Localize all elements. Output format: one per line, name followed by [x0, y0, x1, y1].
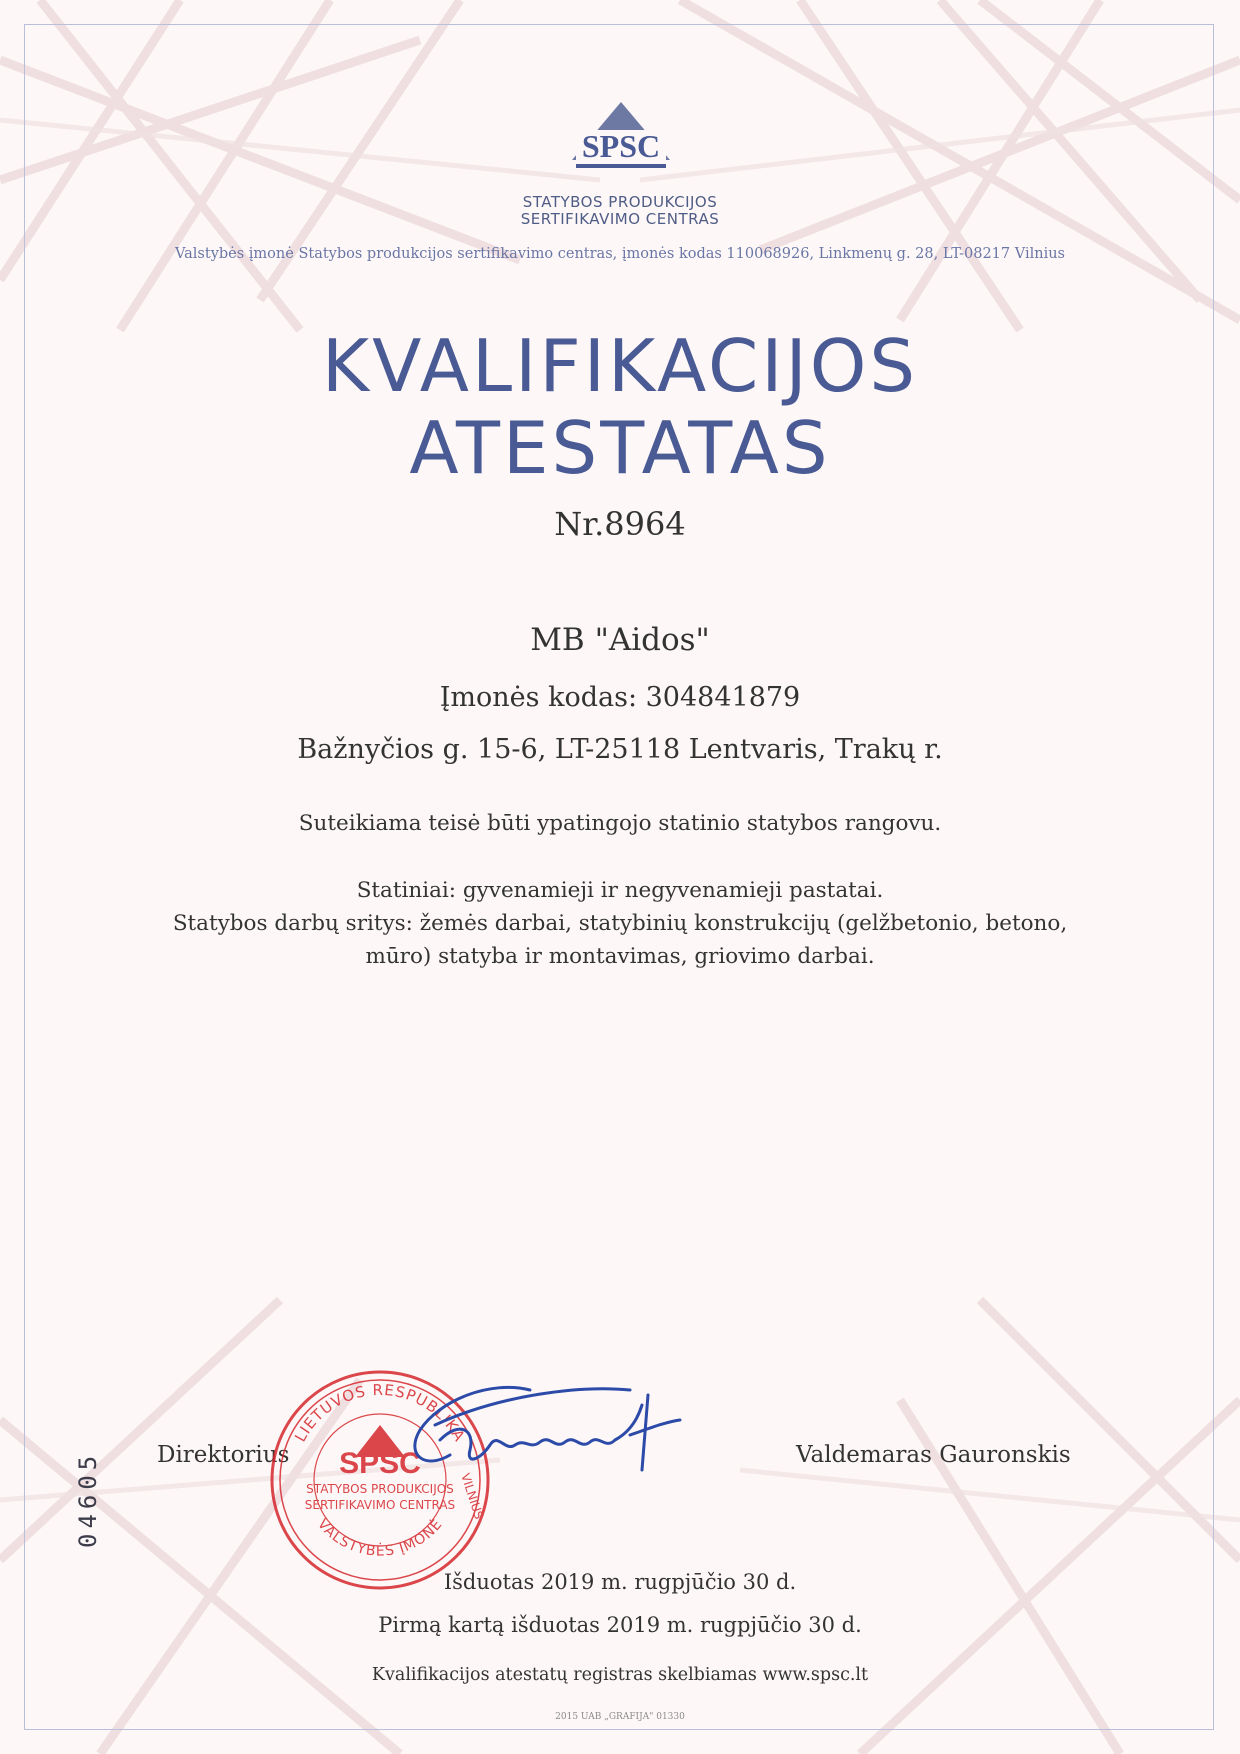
registry-note: Kvalifikacijos atestatų registras skelbiamas www.spsc.lt [371, 1665, 869, 1685]
title-line-1: KVALIFIKACIJOS [321, 324, 919, 408]
grant-statement: Suteikiama teisė būti ypatingojo statinio statybos rangovu. [298, 811, 942, 836]
director-label: Direktorius [157, 1442, 290, 1468]
org-line-1: STATYBOS PRODUKCIJOS [522, 193, 718, 211]
company-address: Bažnyčios g. 15-6, LT-25118 Lentvaris, Trakų r. [297, 734, 943, 765]
stamp-top-text: LIETUVOS RESPUBLIKA [291, 1380, 469, 1445]
stamp-logo: SPSC [339, 1447, 421, 1480]
organization-name [0, 194, 1240, 228]
title-line-2: ATESTATAS [409, 406, 831, 490]
issuer-info-line: Valstybės įmonė Statybos produkcijos sertifikavimo centras, įmonės kodas 110068926, Linkmenų g. 28, LT-08217 Vilnius [175, 246, 1065, 262]
spsc-logo [572, 102, 670, 202]
first-issued-date: Pirmą kartą išduotas 2019 m. rugpjūčio 30 d. [378, 1613, 862, 1637]
stamp-org-1: STATYBOS PRODUKCIJOS [306, 1482, 454, 1496]
issued-date: Išduotas 2019 m. rugpjūčio 30 d. [443, 1570, 797, 1594]
printer-imprint: 2015 UAB „GRAFIJA" 01330 [555, 1712, 685, 1722]
certificate-number: Nr.8964 [554, 505, 686, 543]
stamp-bottom-text: VALSTYBĖS ĮMONĖ [314, 1516, 446, 1560]
org-line-2: SERTIFIKAVIMO CENTRAS [520, 210, 720, 228]
works-line-1: Statybos darbų sritys: žemės darbai, statybinių konstrukcijų (gelžbetonio, betono, [172, 911, 1068, 936]
stamp-org-2: SERTIFIKAVIMO CENTRAS [304, 1498, 456, 1512]
scope-section [0, 874, 1240, 973]
director-signature [380, 1360, 740, 1490]
logo-text: SPSC [581, 128, 661, 164]
company-code: Įmonės kodas: 304841879 [439, 682, 801, 713]
svg-text:VALSTYBĖS ĮMONĖ [314, 1515, 446, 1560]
stamp-city: VILNIUS [458, 1471, 487, 1521]
company-name: MB "Aidos" [530, 622, 710, 658]
director-name: Valdemaras Gauronskis [796, 1442, 1071, 1468]
serial-number: 04605 [74, 1450, 102, 1548]
works-line-2: mūro) statyba ir montavimas, griovimo darbai. [365, 944, 875, 969]
buildings-line: Statiniai: gyvenamieji ir negyvenamieji pastatai. [356, 878, 884, 903]
